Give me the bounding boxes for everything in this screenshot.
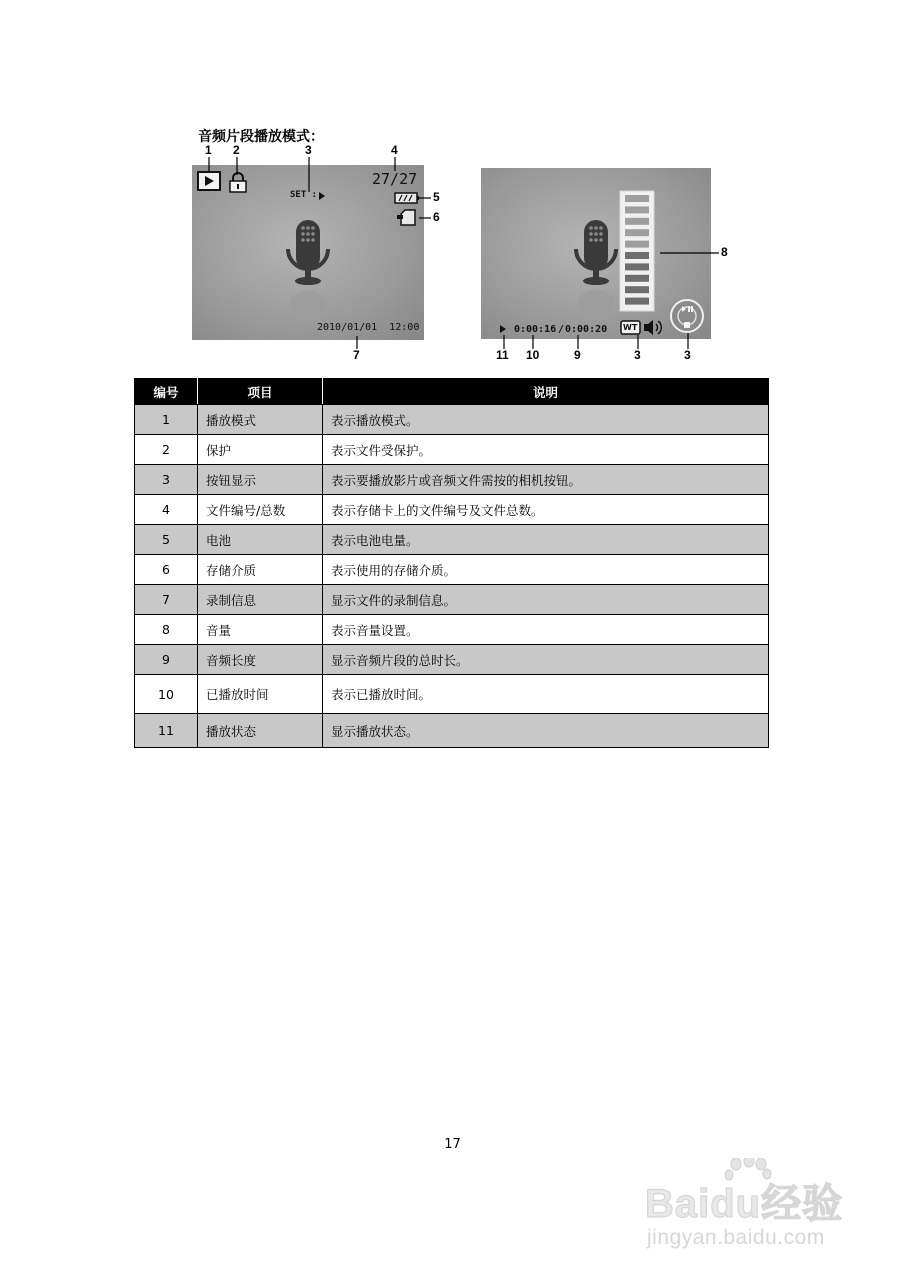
memory-card-icon: [397, 210, 415, 225]
callout-4: 4: [391, 143, 398, 157]
row-num: 1: [135, 405, 198, 435]
watermark: [645, 1158, 875, 1258]
volume-segment: [625, 241, 649, 248]
lock-icon: [230, 173, 246, 192]
callout-lines: [0, 0, 905, 380]
time-separator: /: [558, 324, 565, 335]
header-item: 项目: [198, 379, 323, 405]
callout-5: 5: [433, 190, 440, 204]
row-desc: 表示已播放时间。: [323, 675, 769, 714]
row-num: 8: [135, 615, 198, 645]
table-row: [135, 555, 769, 585]
volume-segment: [625, 195, 649, 202]
callout-3a: 3: [305, 143, 312, 157]
header-desc: 说明: [323, 379, 769, 405]
table-row: [135, 405, 769, 435]
table-row: [135, 645, 769, 675]
row-num: 4: [135, 495, 198, 525]
row-num: 10: [135, 675, 198, 714]
callout-3b: 3: [634, 348, 641, 362]
speaker-icon: [644, 320, 661, 335]
row-num: 11: [135, 714, 198, 748]
row-item: 音频长度: [198, 645, 323, 675]
battery-icon: [395, 193, 419, 203]
callout-2: 2: [233, 143, 240, 157]
row-item: 播放状态: [198, 714, 323, 748]
table-row: [135, 525, 769, 555]
row-desc: 表示电池电量。: [323, 525, 769, 555]
row-num: 9: [135, 645, 198, 675]
section-heading: 音频片段播放模式：: [198, 129, 324, 145]
volume-segment: [625, 206, 649, 213]
playback-screen-left: [192, 165, 424, 340]
row-item: 录制信息: [198, 585, 323, 615]
stop-icon: [684, 322, 690, 328]
row-desc: 显示播放状态。: [323, 714, 769, 748]
callout-8: 8: [721, 245, 728, 259]
play-status-icon: [500, 325, 506, 333]
set-play-icon: [319, 192, 325, 200]
elapsed-time: 0:00:16: [514, 324, 557, 335]
microphone-icon: [576, 220, 616, 314]
table-row: [135, 435, 769, 465]
table-row: [135, 615, 769, 645]
volume-segment: [625, 218, 649, 225]
callout-9: 9: [574, 348, 581, 362]
play-mode-icon: [198, 172, 220, 190]
row-desc: 表示要播放影片或音频文件需按的相机按钮。: [323, 465, 769, 495]
header-num: 编号: [135, 379, 198, 405]
callout-11: 11: [496, 348, 509, 362]
microphone-icon: [288, 220, 328, 315]
row-item: 保护: [198, 435, 323, 465]
total-time: 0:00:20: [565, 324, 608, 335]
row-num: 6: [135, 555, 198, 585]
playback-screen-right: [481, 168, 711, 339]
row-num: 2: [135, 435, 198, 465]
record-datetime: 2010/01/01 12:00: [317, 322, 420, 333]
volume-segment: [625, 286, 649, 293]
row-desc: 显示文件的录制信息。: [323, 585, 769, 615]
row-item: 存储介质: [198, 555, 323, 585]
volume-segment: [625, 263, 649, 270]
table-row: [135, 714, 769, 748]
callout-10: 10: [526, 348, 540, 362]
table-row: [135, 585, 769, 615]
row-num: 5: [135, 525, 198, 555]
volume-segment: [625, 298, 649, 305]
row-desc: 表示文件受保护。: [323, 435, 769, 465]
volume-segment: [625, 275, 649, 282]
table-header-row: [135, 379, 769, 405]
file-counter: 27/27: [372, 170, 418, 188]
volume-segment: [625, 229, 649, 236]
row-item: 已播放时间: [198, 675, 323, 714]
legend-table: [134, 378, 769, 748]
row-item: 音量: [198, 615, 323, 645]
row-desc: 表示播放模式。: [323, 405, 769, 435]
callout-6: 6: [433, 210, 440, 224]
volume-bar-icon: [620, 191, 654, 311]
row-item: 播放模式: [198, 405, 323, 435]
row-item: 文件编号/总数: [198, 495, 323, 525]
table-row: [135, 465, 769, 495]
set-label: SET :: [290, 190, 318, 200]
row-item: 电池: [198, 525, 323, 555]
page-number: 17: [444, 1137, 461, 1152]
callout-3c: 3: [684, 348, 691, 362]
row-num: 7: [135, 585, 198, 615]
row-desc: 表示存储卡上的文件编号及文件总数。: [323, 495, 769, 525]
row-desc: 表示使用的存储介质。: [323, 555, 769, 585]
watermark-url: jingyan.baidu.com: [647, 1226, 825, 1249]
watermark-text: Baidu经验: [645, 1182, 844, 1226]
volume-segment: [625, 252, 649, 259]
row-desc: 表示音量设置。: [323, 615, 769, 645]
table-row: [135, 675, 769, 714]
callout-7: 7: [353, 348, 360, 362]
wt-label: WT: [623, 323, 638, 332]
row-item: 按钮显示: [198, 465, 323, 495]
row-num: 3: [135, 465, 198, 495]
row-desc: 显示音频片段的总时长。: [323, 645, 769, 675]
callout-1: 1: [205, 143, 212, 157]
table-row: [135, 495, 769, 525]
